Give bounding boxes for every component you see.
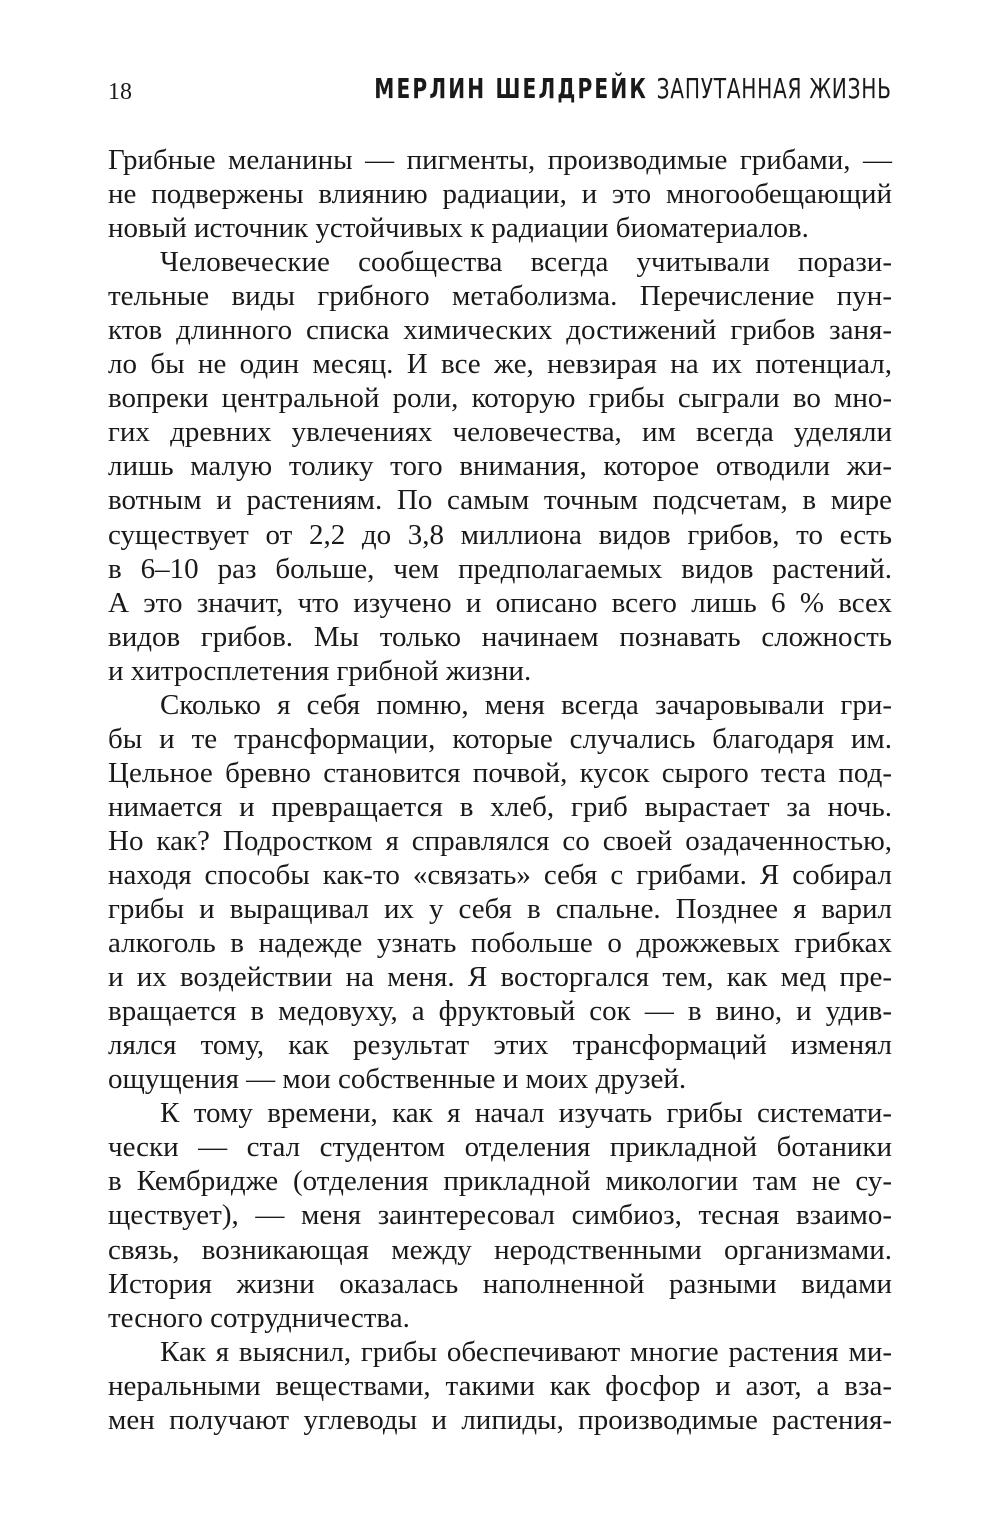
text-line: лялся тому, как результат этих трансформаций изменял <box>108 1029 892 1062</box>
paragraph-5 <box>108 1335 892 1437</box>
text-line: тельные виды грибного метаболизма. Перечисление пун- <box>108 280 892 313</box>
text-line: и их воздействии на меня. Я восторгался тем, как мед пре- <box>108 961 892 994</box>
text-line: новый источник устойчивых к радиации биоматериалов. <box>108 212 809 245</box>
text-line: гих древних увлечениях человечества, им всегда уделяли <box>108 416 892 449</box>
text-line: видов грибов. Мы только начинаем познавать сложность <box>108 620 892 653</box>
text-line: вращается в медовуху, а фруктовый сок — в вино, и удив- <box>108 995 892 1028</box>
text-line: ктов длинного списка химических достижений грибов заня- <box>108 314 892 347</box>
text-line: Как я выяснил, грибы обеспечивают многие растения ми- <box>160 1335 892 1368</box>
text-line: нимается и превращается в хлеб, гриб вырастает за ночь. <box>108 790 892 823</box>
text-line: неральными веществами, такими как фосфор и азот, а вза- <box>108 1369 892 1402</box>
author-name: МЕРЛИН ШЕЛДРЕЙК <box>374 72 649 105</box>
page-number: 18 <box>108 79 132 105</box>
text-line: чески — стал студентом отделения прикладной ботаники <box>108 1131 892 1164</box>
text-line: Грибные меланины — пигменты, производимые грибами, — <box>108 144 892 176</box>
text-line: История жизни оказалась наполненной разными видами <box>108 1267 892 1300</box>
text-line: вотным и растениям. По самым точным подсчетам, в мире <box>108 484 892 517</box>
text-line: алкоголь в надежде узнать побольше о дрожжевых грибках <box>108 927 892 960</box>
book-title: ЗАПУТАННАЯ ЖИЗНЬ <box>656 72 892 105</box>
text-line: лишь малую толику того внимания, которое отводили жи- <box>108 450 892 483</box>
text-line: не подвержены влиянию радиации, и это многообещающий <box>108 178 892 211</box>
text-line: в Кембридже (отделения прикладной микологии там не су- <box>108 1165 892 1198</box>
text-line: существует от 2,2 до 3,8 миллиона видов грибов, то есть <box>108 518 892 551</box>
body-text <box>108 143 892 1437</box>
text-line: К тому времени, как я начал изучать грибы системати- <box>160 1097 892 1130</box>
text-line: ществует), — меня заинтересовал симбиоз, тесная взаимо- <box>108 1199 892 1232</box>
paragraph-1 <box>108 143 892 245</box>
text-line: ло бы не один месяц. И все же, невзирая на их потенциал, <box>108 348 892 381</box>
text-line: связь, возникающая между неродственными организмами. <box>108 1233 892 1266</box>
text-line: находя способы как-то «связать» себя с грибами. Я собирал <box>108 858 892 891</box>
paragraph-2 <box>108 245 892 688</box>
book-meta <box>375 72 892 106</box>
text-line: мен получают углеводы и липиды, производимые растения- <box>108 1403 892 1436</box>
text-line: и хитросплетения грибной жизни. <box>108 654 532 687</box>
text-line: А это значит, что изучено и описано всего лишь 6 % всех <box>108 586 892 619</box>
text-line: в 6–10 раз больше, чем предполагаемых видов растений. <box>108 552 892 585</box>
text-line: Но как? Подростком я справлялся со своей озадаченностью, <box>108 824 892 857</box>
text-line: бы и те трансформации, которые случались благодаря им. <box>108 722 892 755</box>
text-line: Сколько я себя помню, меня всегда зачаровывали гри- <box>160 688 892 721</box>
paragraph-4 <box>108 1096 892 1334</box>
running-header <box>108 72 892 112</box>
paragraph-3 <box>108 688 892 1097</box>
text-line: грибы и выращивал их у себя в спальне. Позднее я варил <box>108 893 892 926</box>
text-line: Цельное бревно становится почвой, кусок сырого теста под- <box>108 756 892 789</box>
text-line: ощущения — мои собственные и моих друзей. <box>108 1063 687 1096</box>
text-line: вопреки центральной роли, которую грибы сыграли во мно- <box>108 382 892 415</box>
text-line: Человеческие сообщества всегда учитывали порази- <box>160 246 892 279</box>
text-line: тесного сотрудничества. <box>108 1301 410 1334</box>
